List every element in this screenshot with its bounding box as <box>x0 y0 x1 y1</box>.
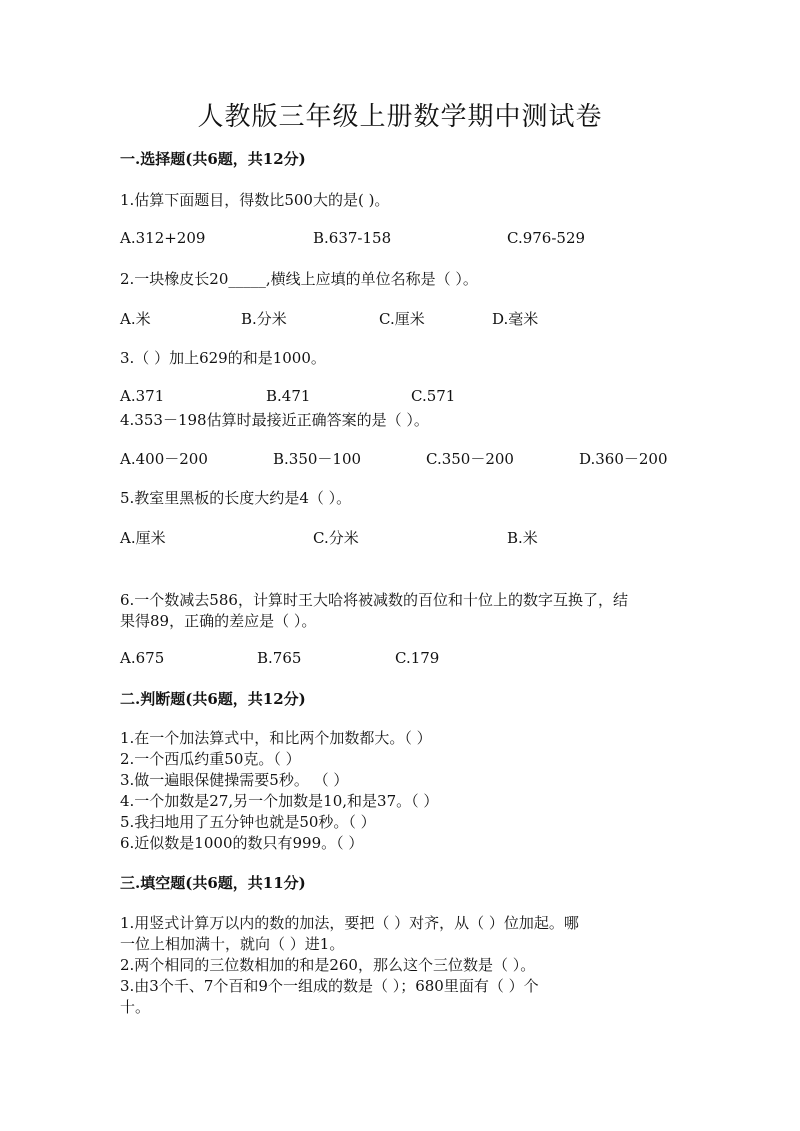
question-1: 1.估算下面题目，得数比500大的是( )。 <box>120 191 390 209</box>
fill-item-3-line-1: 3.由3个千、7个百和9个一组成的数是（ ）；680里面有（ ）个 <box>120 977 539 995</box>
judgement-item: 6.近似数是1000的数只有999。（ ） <box>120 834 364 852</box>
judgement-item: 4.一个加数是27,另一个加数是10,和是37。（ ） <box>120 792 439 810</box>
option: B.471 <box>266 387 311 405</box>
option: A.675 <box>120 649 165 667</box>
judgement-item: 2.一个西瓜约重50克。（ ） <box>120 750 301 768</box>
option: A.400－200 <box>120 450 208 468</box>
option: B.350－100 <box>273 450 362 468</box>
judgement-item: 5.我扫地用了五分钟也就是50秒。（ ） <box>120 813 376 831</box>
judgement-item: 1.在一个加法算式中，和比两个加数都大。（ ） <box>120 729 432 747</box>
section-heading-fill-in: 三.填空题(共6题，共11分) <box>120 874 306 892</box>
fill-item-1-line-2: 一位上相加满十，就向（ ）进1。 <box>120 935 345 953</box>
fill-item-2: 2.两个相同的三位数相加的和是260，那么这个三位数是（ ）。 <box>120 956 536 974</box>
option: B.分米 <box>241 310 287 328</box>
option: B.米 <box>507 529 538 547</box>
option: B.637-158 <box>313 229 392 247</box>
judgement-item: 3.做一遍眼保健操需要5秒。 （ ） <box>120 771 349 789</box>
option: C.分米 <box>313 529 359 547</box>
option: A.371 <box>120 387 165 405</box>
question-5: 5.教室里黑板的长度大约是4（ ）。 <box>120 489 352 507</box>
question-4: 4.353－198估算时最接近正确答案的是（ ）。 <box>120 411 429 429</box>
option: A.厘米 <box>120 529 166 547</box>
question-6-line-1: 6.一个数减去586，计算时王大哈将被减数的百位和十位上的数字互换了，结 <box>120 591 628 609</box>
option: B.765 <box>257 649 302 667</box>
option: D.毫米 <box>492 310 539 328</box>
option: A.312+209 <box>120 229 206 247</box>
page-title: 人教版三年级上册数学期中测试卷 <box>197 102 603 132</box>
section-heading-judgement: 二.判断题(共6题，共12分) <box>120 690 306 708</box>
option: C.厘米 <box>379 310 425 328</box>
fill-item-1-line-1: 1.用竖式计算万以内的数的加法，要把（ ）对齐，从（ ）位加起。哪 <box>120 914 579 932</box>
option: C.350－200 <box>426 450 514 468</box>
option: C.571 <box>411 387 456 405</box>
question-3: 3.（ ）加上629的和是1000。 <box>120 349 326 367</box>
question-6-line-2: 果得89，正确的差应是（ ）。 <box>120 612 317 630</box>
option: A.米 <box>120 310 151 328</box>
option: C.179 <box>395 649 440 667</box>
question-2: 2.一块橡皮长20_____,横线上应填的单位名称是（ ）。 <box>120 270 478 288</box>
option: D.360－200 <box>579 450 668 468</box>
fill-item-3-line-2: 十。 <box>120 998 151 1016</box>
section-heading-choice: 一.选择题(共6题，共12分) <box>120 150 306 168</box>
option: C.976-529 <box>507 229 586 247</box>
